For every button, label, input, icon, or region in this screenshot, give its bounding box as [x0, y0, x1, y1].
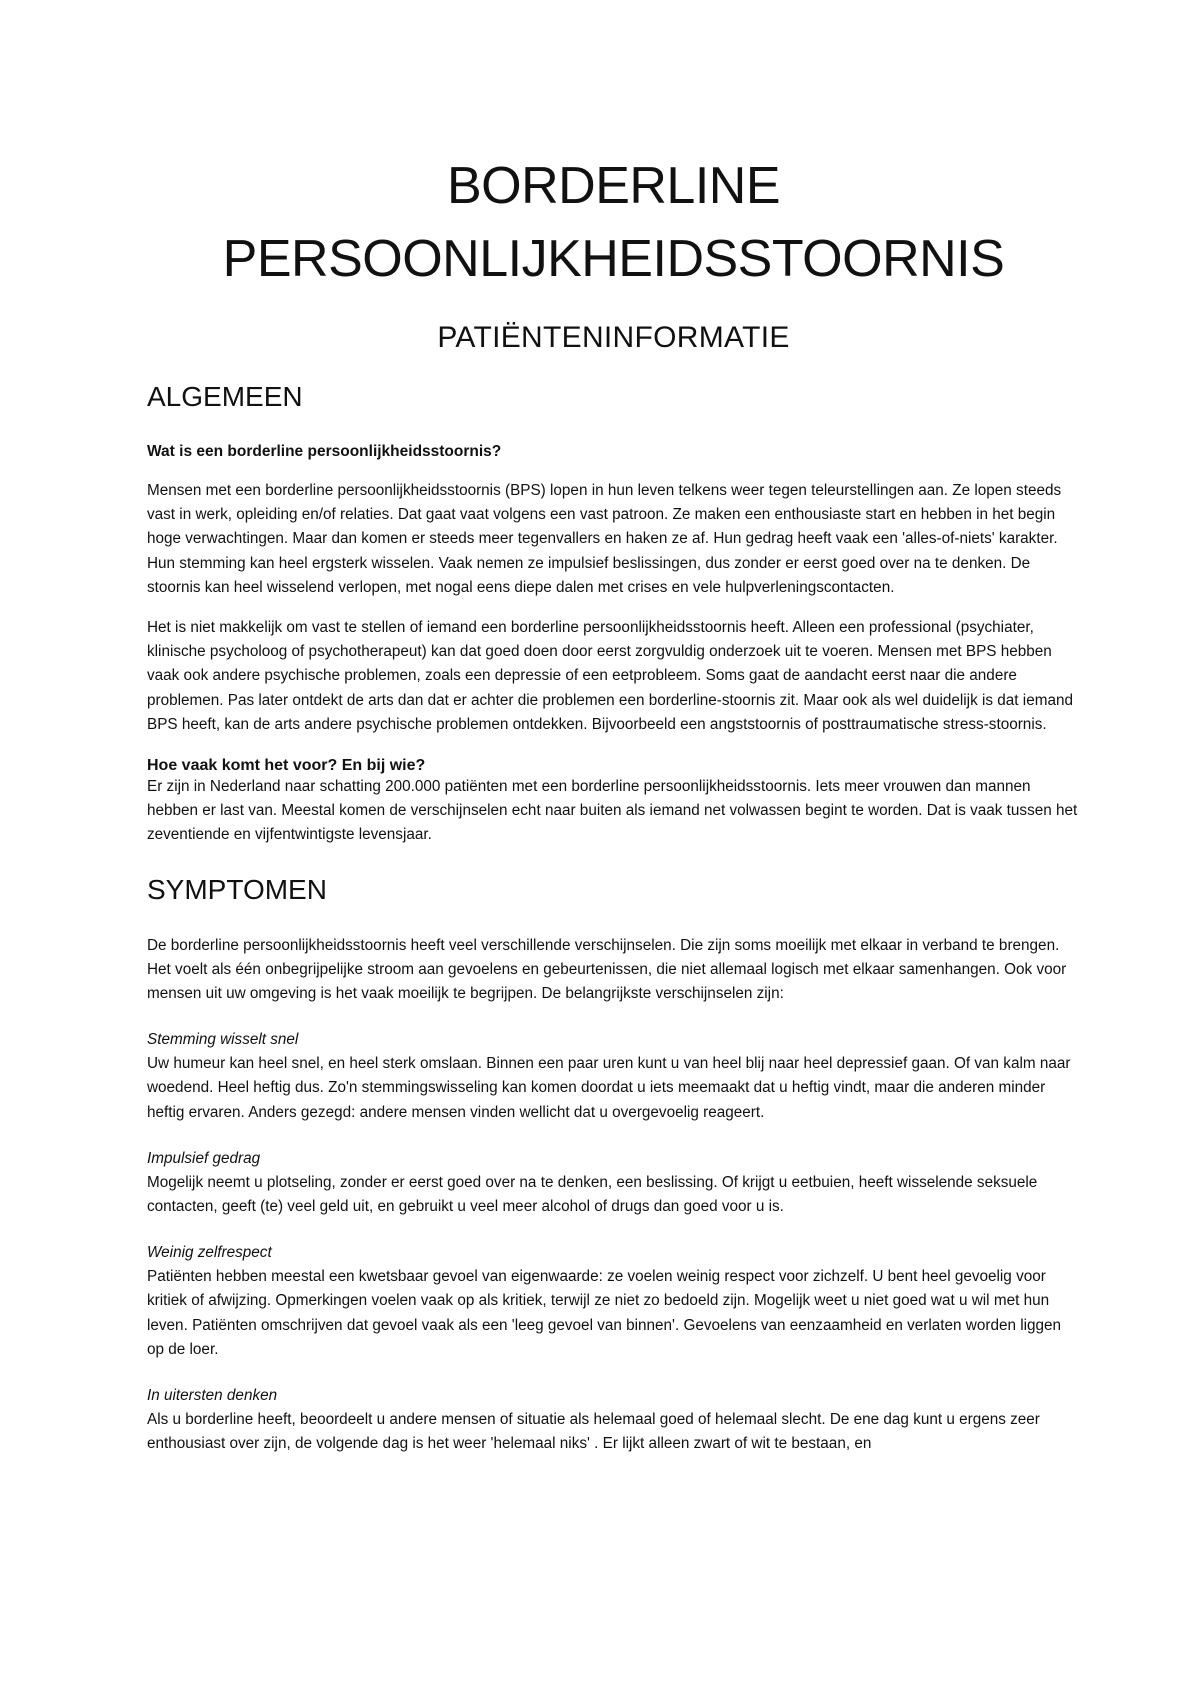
document-subtitle: PATIËNTENINFORMATIE — [437, 321, 790, 354]
paragraph-3: Er zijn in Nederland naar schatting 200.000 patiënten met een borderline persoonlijkheidsstoornis. Iets meer vrouwen dan mannen hebben er last van. Meestal komen de verschijnselen echt naar buiten als iemand net volwassen begint te worden. Dat is vaak tussen het zeventiende en vijfentwintigste levensjaar. — [147, 778, 1078, 844]
paragraph-1: Mensen met een borderline persoonlijkheidsstoornis (BPS) lopen in hun leven telkens weer tegen teleurstellingen aan. Ze lopen steeds vast in werk, opleiding en/of relaties. Dat gaat vaat volgens een vast patroon. Ze maken een enthousiaste start en hebben in het begin hoge verwachtingen. Maar dan komen er steeds meer tegenvallers en haken ze af. Hun gedrag heeft vaak een 'alles-of-niets' karakter. Hun stemming kan heel ergsterk wisselen. Vaak nemen ze impulsief beslissingen, dus zonder er eerst goed over na te denken. De stoornis kan heel wisselend verlopen, met nogal eens diepe dalen met crises en vele hulpverleningscontacten. — [147, 482, 1062, 596]
symptom-label-impulsief: Impulsief gedrag — [147, 1149, 261, 1167]
title-line-1: BORDERLINE — [446, 157, 781, 215]
question-heading-1: Wat is een borderline persoonlijkheidsstoornis? — [147, 443, 502, 460]
section-heading-symptomen: SYMPTOMEN — [147, 873, 327, 905]
symptom-label-stemming: Stemming wisselt snel — [147, 1031, 299, 1049]
paragraph-2: Het is niet makkelijk om vast te stellen of iemand een borderline persoonlijkheidsstoornis heeft. Alleen een professional (psychiater, klinische psycholoog of psychotherapeut) kan dat goed doen door eerst zorgvuldig onderzoek uit te voeren. Mensen met BPS hebben vaak ook andere psychische problemen, zoals een depressie of een eetprobleem. Soms gaat de aandacht eerst naar die andere problemen. Pas later ontdekt de arts dan dat er achter die problemen een borderline-stoornis zit. Maar ook als wel duidelijk is dat iemand BPS heeft, kan de arts andere psychische problemen ontdekken. Bijvoorbeeld een angststoornis of posttraumatische stress-stoornis. — [147, 619, 1073, 733]
question-heading-2: Hoe vaak komt het voor? En bij wie? — [147, 757, 426, 775]
symptom-label-zelfrespect: Weinig zelfrespect — [147, 1244, 272, 1262]
symptom-text-impulsief: Mogelijk neemt u plotseling, zonder er eerst goed over na te denken, een beslissing. Of krijgt u eetbuien, heeft wisselende seksuele contacten, geeft (te) veel geld uit, en gebruikt u veel meer alcohol of drugs dan goed voor u is. — [147, 1173, 1038, 1216]
symptom-label-uitersten: In uitersten denken — [147, 1387, 278, 1405]
section-heading-algemeen: ALGEMEEN — [147, 381, 303, 412]
document-title — [147, 150, 1080, 296]
symptom-text-uitersten: Als u borderline heeft, beoordeelt u andere mensen of situatie als helemaal goed of helemaal slecht. De ene dag kunt u ergens zeer enthousiast over zijn, de volgende dag is het weer 'helemaal niks' . Er lijkt alleen zwart of wit te bestaan, en — [147, 1411, 1040, 1453]
symptom-text-zelfrespect: Patiënten hebben meestal een kwetsbaar gevoel van eigenwaarde: ze voelen weinig respect voor zichzelf. U bent heel gevoelig voor kritiek of afwijzing. Opmerkingen voelen vaak op als kritiek, terwijl ze niet zo bedoeld zijn. Mogelijk weet u niet goed wat u wil met hun leven. Patiënten omschrijven dat gevoel vaak als een 'leeg gevoel van binnen'. Gevoelens van eenzaamheid en verlaten worden liggen op de loer. — [147, 1268, 1062, 1358]
symptom-text-stemming: Uw humeur kan heel snel, en heel sterk omslaan. Binnen een paar uren kunt u van heel blij naar heel depressief gaan. Of van kalm naar woedend. Heel heftig dus. Zo'n stemmingswisseling kan komen doordat u iets meemaakt dat u heftig vindt, maar die anderen minder heftig ervaren. Anders gezegd: andere mensen vinden wellicht dat u overgevoelig reageert. — [147, 1055, 1071, 1121]
title-line-2: PERSOONLIJKHEIDSSTOORNIS — [222, 230, 1005, 288]
symptomen-intro: De borderline persoonlijkheidsstoornis heeft veel verschillende verschijnselen. Die zijn soms moeilijk met elkaar in verband te brengen. Het voelt als één onbegrijpelijke stroom aan gevoelens en gebeurtenissen, die niet allemaal logisch met elkaar samenhangen. Ook voor mensen uit uw omgeving is het vaak moeilijk te begrijpen. De belangrijkste verschijnselen zijn: — [147, 936, 1067, 1003]
